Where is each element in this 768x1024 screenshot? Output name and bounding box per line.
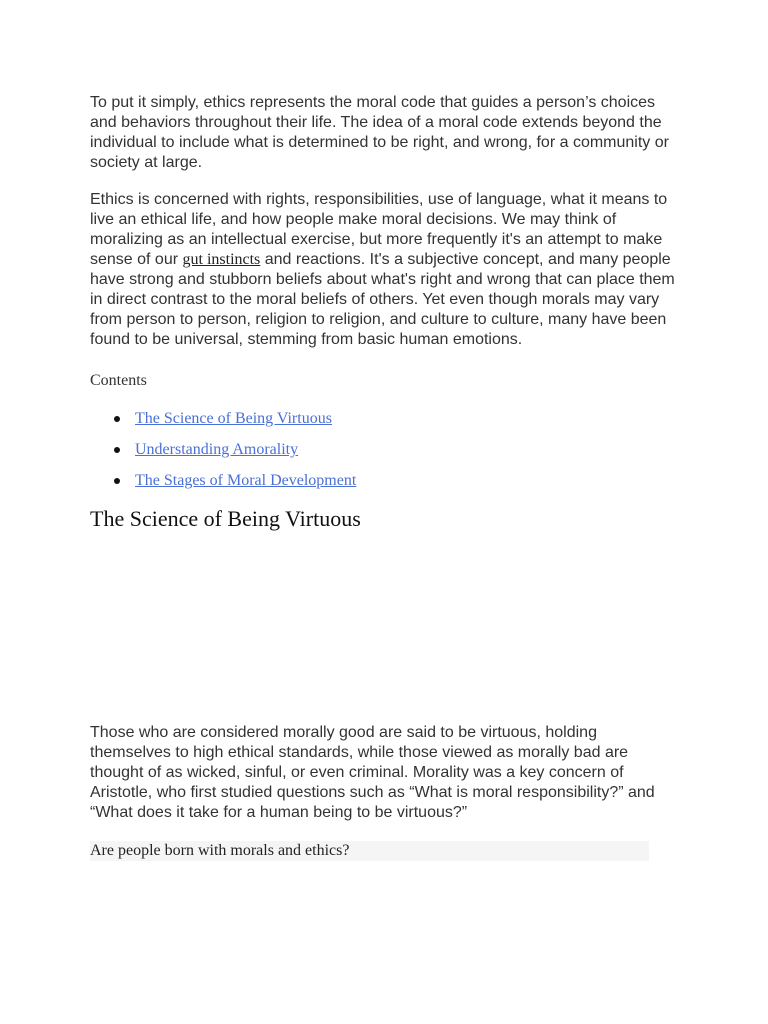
intro-paragraph-2-text-b: and reactions. It's a subjective concept, and many people have strong and stubborn beliefs about what's right and wrong that can place them in direct contrast to the moral beliefs of others. Yet even though morals may vary from person to person, religion to religion, and culture to culture, many have been found to be universal, stemming from basic human emotions. bbox=[90, 251, 675, 348]
section-paragraph: Those who are considered morally good are said to be virtuous, holding themselves to high ethical standards, while those viewed as morally bad are thought of as wicked, sinful, or even criminal. Morality was a key concern of Aristotle, who first studied questions such as “What is moral responsibility?” and “What does it take for a human being to be virtuous?” bbox=[90, 724, 655, 821]
toc-link-stages-of-moral-development[interactable]: The Stages of Moral Development bbox=[135, 472, 357, 489]
image-placeholder bbox=[90, 533, 682, 723]
toc-item bbox=[90, 471, 682, 491]
article-body bbox=[90, 93, 682, 861]
intro-paragraph-1: To put it simply, ethics represents the moral code that guides a person’s choices and behaviors throughout their life. The idea of a moral code extends beyond the individual to include what is determined to be right, and wrong, for a community or society at large. bbox=[90, 94, 669, 171]
intro-paragraph-2 bbox=[90, 190, 682, 350]
toc-link-understanding-amorality[interactable]: Understanding Amorality bbox=[135, 441, 299, 458]
toc-link-science-of-being-virtuous[interactable]: The Science of Being Virtuous bbox=[135, 410, 332, 427]
bullet-icon bbox=[114, 478, 120, 484]
contents-heading: Contents bbox=[90, 372, 147, 389]
toc-item bbox=[90, 409, 682, 429]
bullet-icon bbox=[114, 416, 120, 422]
intro-paragraph-2-text-a: Ethics is concerned with rights, responsibilities, use of language, what it means to live an ethical life, and how people make moral decisions. We may think of moralizing as an intellectual exercise, but more frequently it's an attempt to make sense of our bbox=[90, 191, 668, 268]
bullet-icon bbox=[114, 447, 120, 453]
section-heading: The Science of Being Virtuous bbox=[90, 506, 361, 531]
table-of-contents bbox=[90, 409, 682, 491]
question-callout: Are people born with morals and ethics? bbox=[90, 841, 649, 861]
toc-item bbox=[90, 440, 682, 460]
gut-instincts-link[interactable]: gut instincts bbox=[182, 251, 261, 268]
